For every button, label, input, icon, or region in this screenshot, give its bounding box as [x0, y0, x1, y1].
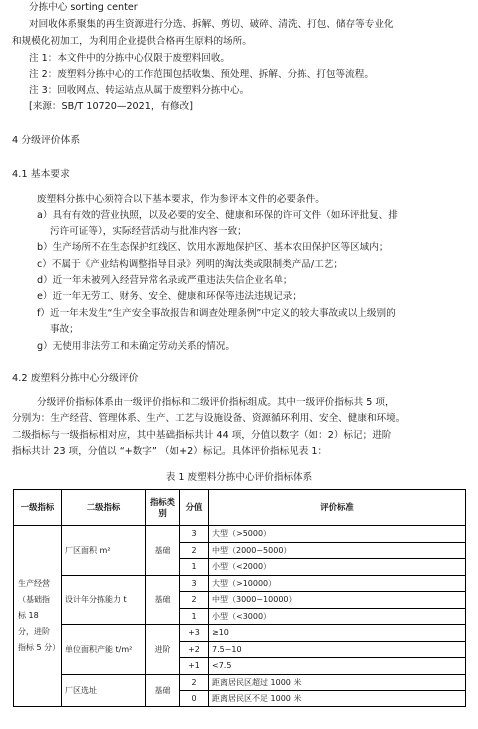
section-4-2-para-line-4: 指标共计 23 项，分值以 “+数字” （如+2）标记。具体评价指标见表 1：: [12, 446, 328, 457]
evaluation-index-table: [13, 489, 466, 707]
level2-annual-sorting-capacity: 设计年分拣能力 t: [62, 575, 146, 625]
criteria-cell: 中型（3000~10000）: [209, 592, 466, 609]
requirement-f-line-2: 事故；: [50, 324, 79, 335]
table-header-row: [14, 490, 466, 526]
term-heading: 分拣中心 sorting center: [29, 2, 138, 13]
requirement-b: b）生产场所不在生态保护红线区、饮用水源地保护区、基本农田保护区等区域内；: [37, 242, 389, 253]
table-row: [14, 526, 466, 543]
requirement-c: c）不属于《产业结构调整指导目录》列明的淘汰类或限制类产品/工艺；: [37, 259, 343, 270]
note-2: 注 2：废塑料分拣中心的工作范围包括收集、预处理、拆解、分拣、打包等流程。: [29, 69, 374, 80]
level2-site-selection: 厂区选址: [62, 674, 146, 706]
score-cell: 3: [180, 526, 209, 543]
requirement-a-line-2: 污许可证等），实际经营活动与批准内容一致；: [50, 226, 247, 237]
score-cell: +1: [180, 658, 209, 675]
criteria-cell: 距离居民区不足 1000 米: [209, 690, 466, 706]
criteria-cell: 大型（>5000）: [209, 526, 466, 543]
table-row: [14, 674, 466, 690]
section-4-1-intro: 废塑料分拣中心须符合以下基本要求，作为参评本文件的必要条件。: [37, 194, 325, 205]
score-cell: 1: [180, 559, 209, 576]
table-row: [14, 575, 466, 592]
requirement-f-line-1: f）近一年未发生“生产安全事故报告和调查处理条例”中定义的较大事故或以上级别的: [37, 308, 396, 319]
level2-capacity-per-area: 单位面积产能 t/m²: [62, 625, 146, 675]
criteria-cell: 7.5~10: [209, 641, 466, 658]
note-3: 注 3：回收网点、转运站点从属于废塑料分拣中心。: [29, 85, 250, 96]
header-level2: 二级指标: [62, 490, 146, 526]
criteria-cell: 距离居民区超过 1000 米: [209, 674, 466, 690]
requirement-a-line-1: a）具有有效的营业执照，以及必要的安全、健康和环保的许可文件（如环评批复、排: [37, 210, 398, 221]
type-basic: 基础: [146, 674, 180, 706]
score-cell: 0: [180, 690, 209, 706]
header-score: 分值: [180, 490, 209, 526]
score-cell: 2: [180, 542, 209, 559]
section-4-2-para-line-3: 二级指标与一级指标相对应，其中基础指标共计 44 项，分值以数字（如：2）标记；进阶: [12, 430, 392, 441]
section-4-1-heading: 4.1 基本要求: [12, 169, 70, 180]
score-cell: 2: [180, 592, 209, 609]
score-cell: 1: [180, 608, 209, 625]
level1-production-operation: 生产经营（基础指标 18 分，进阶指标 5 分）: [14, 526, 62, 707]
criteria-cell: 小型（<3000）: [209, 608, 466, 625]
table-caption: 表 1 废塑料分拣中心评价指标体系: [165, 472, 313, 483]
type-basic: 基础: [146, 575, 180, 625]
section-4-2-heading: 4.2 废塑料分拣中心分级评价: [12, 373, 139, 384]
type-advanced: 进阶: [146, 625, 180, 675]
score-cell: +3: [180, 625, 209, 642]
type-basic: 基础: [146, 526, 180, 576]
term-definition-line-2: 和规模化初加工，为利用企业提供合格再生原料的场所。: [12, 36, 252, 47]
requirement-d: d）近一年未被列入经营异常名录或严重违法失信企业名单；: [37, 275, 293, 286]
score-cell: 3: [180, 575, 209, 592]
header-type: 指标类别: [146, 490, 180, 526]
requirement-g: g）无使用非法劳工和未确定劳动关系的情况。: [37, 341, 235, 352]
note-1: 注 1：本文件中的分拣中心仅限于废塑料回收。: [29, 53, 231, 64]
term-definition-line-1: 对回收体系聚集的再生资源进行分选、拆解、剪切、破碎、清洗、打包、储存等专业化: [29, 19, 394, 30]
criteria-cell: <7.5: [209, 658, 466, 675]
header-level1: 一级指标: [14, 490, 62, 526]
criteria-cell: 大型（>10000）: [209, 575, 466, 592]
source-reference: [来源：SB/T 10720—2021，有修改]: [29, 101, 193, 112]
score-cell: 2: [180, 674, 209, 690]
table-row: [14, 625, 466, 642]
requirement-e: e）近一年无劳工、财务、安全、健康和环保等违法违规记录；: [37, 291, 302, 302]
criteria-cell: 小型（<2000）: [209, 559, 466, 576]
criteria-cell: ≥10: [209, 625, 466, 642]
section-4-heading: 4 分级评价体系: [12, 135, 81, 146]
score-cell: +2: [180, 641, 209, 658]
header-criteria: 评价标准: [209, 490, 466, 526]
criteria-cell: 中型（2000~5000）: [209, 542, 466, 559]
section-4-2-para-line-1: 分级评价指标体系由一级评价指标和二级评价指标组成。其中一级评价指标共 5 项，: [37, 397, 395, 408]
section-4-2-para-line-2: 分别为：生产经营、管理体系、生产、工艺与设施设备、资源循环利用、安全、健康和环境。: [12, 413, 406, 424]
level2-plant-area: 厂区面积 m²: [62, 526, 146, 576]
